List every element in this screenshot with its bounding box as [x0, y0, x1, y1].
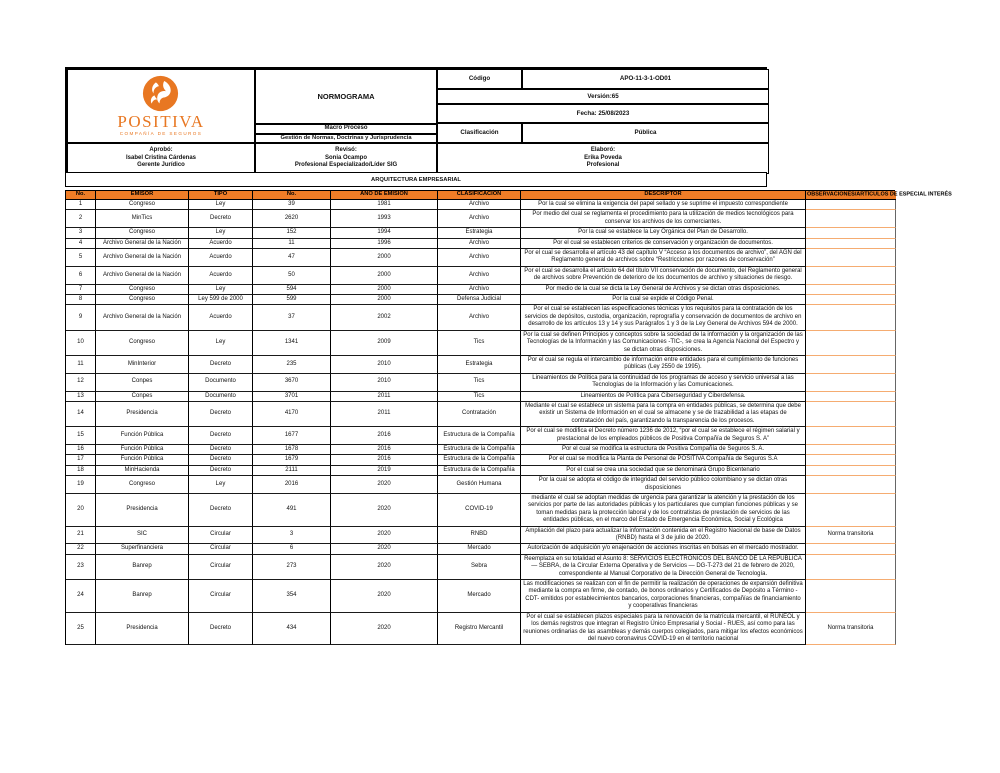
cell-descriptor: Por el cual se modifica el Decreto número 1236 de 2012, “por el cual se establece el régimen salarial y prestacional de los empleados públicos de Positiva Compañía de Seguros S. A”: [521, 427, 806, 445]
table-row: [66, 392, 895, 402]
cell-tipo: Circular: [189, 555, 253, 580]
header-tipo: TIPO: [189, 191, 253, 200]
logo-cell: [67, 69, 255, 143]
cell-clasificacion: Sebra: [438, 555, 521, 580]
cell-clasificacion: Registro Mercantil: [438, 613, 521, 646]
cell-no: 11: [66, 356, 96, 374]
table-row: [66, 555, 895, 580]
cell-tipo: Documento: [189, 374, 253, 392]
reviso-name: Sonia Ocampo: [324, 154, 367, 161]
table-row: [66, 239, 895, 249]
cell-observaciones: [806, 555, 896, 580]
cell-descriptor: Por medio del cual se reglamenta el procedimiento para la utilización de medios tecnológicos para conservar los archivos de los comerciantes.: [521, 210, 806, 228]
table-row: [66, 580, 895, 613]
cell-anio-emision: 1994: [331, 228, 438, 238]
cell-clasificacion: Mercado: [438, 580, 521, 613]
cell-clasificacion: Estructura de la Compañía: [438, 427, 521, 445]
cell-no: 15: [66, 427, 96, 445]
cell-tipo: Circular: [189, 527, 253, 545]
clasificacion-value: Pública: [522, 123, 769, 143]
cell-tipo: Decreto: [189, 455, 253, 465]
cell-clasificacion: Tics: [438, 392, 521, 402]
cell-tipo: Decreto: [189, 402, 253, 427]
cell-observaciones: [806, 249, 896, 267]
table-row: [66, 295, 895, 305]
cell-no: 17: [66, 455, 96, 465]
cell-observaciones: [806, 356, 896, 374]
cell-anio-emision: 2000: [331, 285, 438, 295]
cell-clasificacion: Tics: [438, 374, 521, 392]
cell-observaciones: [806, 210, 896, 228]
cell-clasificacion: Archivo: [438, 267, 521, 285]
cell-descriptor: Por el cual se modifica la Planta de Personal de POSITIVA Compañía de Seguros S.A: [521, 455, 806, 465]
cell-numero: 3701: [253, 392, 331, 402]
reviso-label: Revisó:: [335, 147, 357, 154]
elaboro-name: Erika Poveda: [584, 154, 622, 161]
cell-tipo: Decreto: [189, 494, 253, 527]
cell-observaciones: [806, 295, 896, 305]
cell-clasificacion: Estrategia: [438, 356, 521, 374]
cell-clasificacion: Estructura de la Compañía: [438, 445, 521, 455]
positiva-swirl-icon: [142, 75, 179, 112]
cell-observaciones: Norma transitoria: [806, 527, 896, 545]
cell-descriptor: Por el cual se establecen criterios de conservación y organización de documentos.: [521, 239, 806, 249]
cell-observaciones: [806, 200, 896, 210]
macro-proceso-label: Macro Proceso: [255, 124, 437, 134]
cell-clasificacion: Defensa Judicial: [438, 295, 521, 305]
cell-no: 21: [66, 527, 96, 545]
cell-clasificacion: Estrategia: [438, 228, 521, 238]
header-observaciones-text: OBSERVACIONES/ARTÍCULOS DE ESPECIAL INTERÉS: [807, 191, 952, 198]
cell-no: 23: [66, 555, 96, 580]
cell-emisor: Conpes: [96, 374, 189, 392]
cell-no: 19: [66, 476, 96, 494]
cell-no: 1: [66, 200, 96, 210]
cell-tipo: Ley: [189, 200, 253, 210]
cell-clasificacion: Archivo: [438, 285, 521, 295]
table-row: [66, 445, 895, 455]
aprobo-role: Gerente Jurídico: [137, 162, 185, 169]
cell-descriptor: Por la cual se expide el Código Penal.: [521, 295, 806, 305]
cell-emisor: SIC: [96, 527, 189, 545]
cell-no: 2: [66, 210, 96, 228]
cell-numero: 4170: [253, 402, 331, 427]
cell-anio-emision: 2020: [331, 476, 438, 494]
cell-observaciones: [806, 427, 896, 445]
cell-numero: 2111: [253, 466, 331, 476]
cell-descriptor: Por el cual se crea una sociedad que se denominará Grupo Bicentenario: [521, 466, 806, 476]
cell-numero: 50: [253, 267, 331, 285]
cell-numero: 594: [253, 285, 331, 295]
cell-no: 8: [66, 295, 96, 305]
cell-tipo: Acuerdo: [189, 239, 253, 249]
cell-clasificacion: Archivo: [438, 249, 521, 267]
cell-no: 9: [66, 305, 96, 330]
cell-numero: 1678: [253, 445, 331, 455]
table-row: [66, 356, 895, 374]
cell-tipo: Documento: [189, 392, 253, 402]
header-no: No.: [66, 191, 96, 200]
cell-descriptor: Por la cual se establece la Ley Orgánica del Plan de Desarrollo.: [521, 228, 806, 238]
cell-anio-emision: 2020: [331, 527, 438, 545]
cell-tipo: Decreto: [189, 427, 253, 445]
cell-tipo: Ley: [189, 476, 253, 494]
cell-observaciones: [806, 445, 896, 455]
cell-tipo: Decreto: [189, 210, 253, 228]
table-row: [66, 374, 895, 392]
cell-numero: 3: [253, 527, 331, 545]
cell-no: 14: [66, 402, 96, 427]
cell-anio-emision: 2020: [331, 544, 438, 554]
cell-observaciones: [806, 476, 896, 494]
cell-anio-emision: 2000: [331, 267, 438, 285]
cell-clasificacion: COVID-19: [438, 494, 521, 527]
table-row: [66, 267, 895, 285]
cell-observaciones: [806, 580, 896, 613]
cell-descriptor: Por el cual se modifica la estructura de Positiva Compañía de Seguros S. A.: [521, 445, 806, 455]
cell-clasificacion: Gestión Humana: [438, 476, 521, 494]
cell-tipo: Ley 599 de 2000: [189, 295, 253, 305]
cell-clasificacion: Estructura de la Compañía: [438, 455, 521, 465]
cell-observaciones: [806, 228, 896, 238]
normogram-table-body: [66, 200, 895, 645]
cell-emisor: Congreso: [96, 200, 189, 210]
cell-anio-emision: 1993: [331, 210, 438, 228]
cell-descriptor: Mediante el cual se establece un sistema para la compra en entidades públicas, se determina que debe existir un Sistema de Información en el cual se almacene y se de trazabilidad a las etapas de contratación del país, garantizando la transparencia de los procesos.: [521, 402, 806, 427]
cell-numero: 354: [253, 580, 331, 613]
cell-emisor: Archivo General de la Nación: [96, 249, 189, 267]
cell-tipo: Circular: [189, 580, 253, 613]
cell-no: 20: [66, 494, 96, 527]
header-clasificacion: CLASIFICACIÓN: [438, 191, 521, 200]
cell-emisor: MinInterior: [96, 356, 189, 374]
cell-anio-emision: 2016: [331, 427, 438, 445]
table-row: [66, 402, 895, 427]
table-header-row: [66, 190, 952, 200]
cell-numero: 491: [253, 494, 331, 527]
cell-emisor: Congreso: [96, 295, 189, 305]
cell-observaciones: [806, 374, 896, 392]
table-row: [66, 427, 895, 445]
cell-descriptor: Lineamientos de Política para Ciberseguridad y Ciberdefensa.: [521, 392, 806, 402]
aprobo-name: Isabel Cristina Cárdenas: [125, 154, 197, 161]
cell-clasificacion: Archivo: [438, 305, 521, 330]
cell-numero: 2620: [253, 210, 331, 228]
cell-emisor: Archivo General de la Nación: [96, 267, 189, 285]
cell-clasificacion: RNBD: [438, 527, 521, 545]
cell-numero: 599: [253, 295, 331, 305]
cell-emisor: Presidencia: [96, 402, 189, 427]
cell-clasificacion: Estructura de la Compañía: [438, 466, 521, 476]
clasificacion-label: Clasificación: [437, 123, 522, 143]
macro-proceso-value: Gestión de Normas, Doctrinas y Jurisprudencia: [255, 134, 437, 143]
cell-anio-emision: 2020: [331, 494, 438, 527]
reviso-cell: [255, 143, 437, 174]
cell-anio-emision: 2010: [331, 374, 438, 392]
header-emisor: EMISOR: [96, 191, 189, 200]
cell-tipo: Decreto: [189, 466, 253, 476]
cell-descriptor: Por medio de la cual se dicta la Ley General de Archivos y se dictan otras disposiciones.: [521, 285, 806, 295]
cell-emisor: Conpes: [96, 392, 189, 402]
cell-anio-emision: 2020: [331, 613, 438, 646]
cell-descriptor: Por el cual se desarrolla el artículo 43 del capítulo V “Acceso a los documentos de archivo”, del AGN del Reglamento general de archivos sobre “Restricciones por razones de conservación”: [521, 249, 806, 267]
cell-no: 10: [66, 331, 96, 356]
cell-no: 4: [66, 239, 96, 249]
cell-numero: 37: [253, 305, 331, 330]
cell-no: 18: [66, 466, 96, 476]
cell-numero: 47: [253, 249, 331, 267]
cell-emisor: MinHacienda: [96, 466, 189, 476]
cell-tipo: Decreto: [189, 356, 253, 374]
table-row: [66, 200, 895, 210]
cell-anio-emision: 2002: [331, 305, 438, 330]
cell-clasificacion: Mercado: [438, 544, 521, 554]
cell-observaciones: [806, 455, 896, 465]
cell-numero: 6: [253, 544, 331, 554]
cell-anio-emision: 1996: [331, 239, 438, 249]
document-header-block: [65, 67, 767, 172]
table-row: [66, 305, 895, 330]
cell-tipo: Acuerdo: [189, 305, 253, 330]
cell-no: 24: [66, 580, 96, 613]
cell-observaciones: Norma transitoria: [806, 613, 896, 646]
cell-emisor: Superfinanciera: [96, 544, 189, 554]
cell-observaciones: [806, 267, 896, 285]
cell-no: 22: [66, 544, 96, 554]
cell-no: 3: [66, 228, 96, 238]
table-row: [66, 494, 895, 527]
cell-numero: 11: [253, 239, 331, 249]
cell-anio-emision: 2020: [331, 555, 438, 580]
table-row: [66, 210, 895, 228]
cell-numero: 2016: [253, 476, 331, 494]
cell-emisor: Congreso: [96, 476, 189, 494]
cell-anio-emision: 2016: [331, 445, 438, 455]
brand-tagline: COMPAÑÍA DE SEGUROS: [119, 131, 203, 137]
cell-descriptor: Por el cual se regula el intercambio de información entre entidades para el cumplimiento de funciones públicas (Ley 2550 de 1995).: [521, 356, 806, 374]
cell-tipo: Acuerdo: [189, 249, 253, 267]
cell-descriptor: Por la cual se elimina la exigencia del papel sellado y se suprime el impuesto correspondiente: [521, 200, 806, 210]
document-title: NORMOGRAMA: [255, 69, 437, 124]
aprobo-label: Aprobó:: [149, 147, 173, 154]
table-row: [66, 331, 895, 356]
cell-numero: 39: [253, 200, 331, 210]
cell-clasificacion: Archivo: [438, 210, 521, 228]
cell-numero: 3670: [253, 374, 331, 392]
table-row: [66, 455, 895, 465]
cell-tipo: Circular: [189, 544, 253, 554]
cell-observaciones: [806, 392, 896, 402]
cell-anio-emision: 2010: [331, 356, 438, 374]
cell-observaciones: [806, 331, 896, 356]
cell-observaciones: [806, 544, 896, 554]
cell-emisor: Presidencia: [96, 613, 189, 646]
cell-emisor: Archivo General de la Nación: [96, 305, 189, 330]
normogram-table: [65, 190, 952, 645]
cell-anio-emision: 2020: [331, 580, 438, 613]
cell-no: 16: [66, 445, 96, 455]
table-row: [66, 613, 895, 646]
cell-tipo: Decreto: [189, 613, 253, 646]
header-numero: No.: [253, 191, 331, 200]
cell-anio-emision: 2019: [331, 466, 438, 476]
cell-observaciones: [806, 285, 896, 295]
cell-descriptor: Por la cual se adopta el código de integridad del servicio público colombiano y se dictan otras disposiciones: [521, 476, 806, 494]
cell-numero: 235: [253, 356, 331, 374]
cell-clasificacion: Contratación: [438, 402, 521, 427]
cell-numero: 273: [253, 555, 331, 580]
cell-tipo: Acuerdo: [189, 267, 253, 285]
brand-name: POSITIVA: [117, 112, 205, 132]
cell-observaciones: [806, 466, 896, 476]
cell-numero: 1679: [253, 455, 331, 465]
header-observaciones: [806, 191, 952, 200]
cell-emisor: Congreso: [96, 285, 189, 295]
cell-emisor: Función Pública: [96, 427, 189, 445]
cell-observaciones: [806, 402, 896, 427]
cell-clasificacion: Archivo: [438, 239, 521, 249]
cell-descriptor: Autorización de adquisición y/o enajenación de acciones inscritas en bolsas en el mercado mostrador.: [521, 544, 806, 554]
aprobo-cell: [67, 143, 255, 174]
cell-numero: 1341: [253, 331, 331, 356]
cell-emisor: Función Pública: [96, 445, 189, 455]
cell-no: 5: [66, 249, 96, 267]
cell-descriptor: Por el cual se establecen plazos especiales para la renovación de la matrícula mercantil, el RUNEOL y los demás registros que integran el Registro Único Empresarial y Social - RUES, así como para las reuniones ordinarias de las asambleas y demás cuerpos colegiados, para mitigar los efectos económicos del nuevo coronavirus COVID-19 en el territorio nacional: [521, 613, 806, 646]
elaboro-label: Elaboró:: [590, 147, 616, 154]
cell-clasificacion: Archivo: [438, 200, 521, 210]
cell-anio-emision: 2016: [331, 455, 438, 465]
cell-no: 13: [66, 392, 96, 402]
cell-descriptor: Por el cual se desarrolla el artículo 64 del título VII conservación de documento, del Reglamento general de archivos sobre Prevención de deterioro de los documentos de archivo y situaciones de riesgo.: [521, 267, 806, 285]
table-row: [66, 285, 895, 295]
cell-descriptor: Lineamientos de Política para la continuidad de los programas de acceso y servicio universal a las Tecnologías de la Información y las Comunicaciones.: [521, 374, 806, 392]
cell-descriptor: Ampliación del plazo para actualizar la información contenida en el Registro Nacional de base de Datos (RNBD) hasta el 3 de julio de 2020.: [521, 527, 806, 545]
cell-emisor: Banrep: [96, 580, 189, 613]
positiva-logo: [117, 75, 204, 137]
cell-descriptor: Por el cual se establecen las especificaciones técnicas y los requisitos para la contratación de los servicios de depósitos, custodia, organización, reprografía y conservación de documentos de archivo en desarrollo de los artículos 13 y 14 y sus Parágrafos 1 y 3 de la Ley General de Archivos 594 de 2000.: [521, 305, 806, 330]
cell-observaciones: [806, 239, 896, 249]
cell-numero: 1677: [253, 427, 331, 445]
table-row: [66, 466, 895, 476]
reviso-role: Profesional Especializado/Líder SIG: [294, 162, 398, 169]
cell-emisor: Función Pública: [96, 455, 189, 465]
codigo-label: Código: [437, 69, 522, 89]
cell-descriptor: Por la cual se definen Principios y conceptos sobre la sociedad de la información y la organización de las Tecnologías de la Información y las Comunicaciones -TIC-, se crea la Agencia Nacional del Espectro y se dictan otras disposiciones.: [521, 331, 806, 356]
cell-no: 7: [66, 285, 96, 295]
cell-no: 12: [66, 374, 96, 392]
cell-descriptor: Las modificaciones se realizan con el fin de permitir la realización de operaciones de expansión definitiva mediante la compra en firme, de contado, de bonos ordinarios y Certificados de Depósito a Término -CDT- emitidos por establecimientos bancarios, corporaciones financieras, compañías de financiamiento y cooperativas financieras: [521, 580, 806, 613]
cell-no: 25: [66, 613, 96, 646]
section-title-band: ARQUITECTURA EMPRESARIAL: [65, 172, 767, 187]
cell-no: 6: [66, 267, 96, 285]
cell-anio-emision: 1981: [331, 200, 438, 210]
cell-tipo: Decreto: [189, 445, 253, 455]
cell-emisor: Congreso: [96, 331, 189, 356]
version-value: Versión:65: [437, 89, 769, 104]
cell-emisor: Congreso: [96, 228, 189, 238]
cell-numero: 152: [253, 228, 331, 238]
fecha-value: Fecha: 25/08/2023: [437, 104, 769, 123]
cell-tipo: Ley: [189, 228, 253, 238]
table-row: [66, 249, 895, 267]
table-row: [66, 476, 895, 494]
cell-clasificacion: Tics: [438, 331, 521, 356]
cell-descriptor: mediante el cual se adoptan medidas de urgencia para garantizar la atención y la prestación de los servicios por parte de las autoridades públicas y los particulares que cumplan funciones públicas y se toman medidas para la protección laboral y de los contratistas de prestación de servicios de las entidades públicas, en el marco del Estado de Emergencia Económica, Social y Ecológica: [521, 494, 806, 527]
cell-descriptor: Reemplaza en su totalidad el Asunto 8: SERVICIOS ELECTRÓNICOS DEL BANCO DE LA REPÚBLICA — SEBRA, de la Circular Externa Operativa y de Servicios — DG-T-273 del 21 de febrero de 2020, correspondiente al Manual Corporativo de la Dirección General de Tecnología.: [521, 555, 806, 580]
cell-emisor: Presidencia: [96, 494, 189, 527]
cell-anio-emision: 2011: [331, 392, 438, 402]
cell-observaciones: [806, 494, 896, 527]
cell-anio-emision: 2009: [331, 331, 438, 356]
cell-tipo: Ley: [189, 285, 253, 295]
cell-tipo: Ley: [189, 331, 253, 356]
header-anio-emision: AÑO DE EMISIÓN: [331, 191, 438, 200]
table-row: [66, 527, 895, 545]
elaboro-cell: [437, 143, 769, 174]
table-row: [66, 544, 895, 554]
header-descriptor: DESCRIPTOR: [521, 191, 806, 200]
cell-anio-emision: 2000: [331, 249, 438, 267]
cell-emisor: MinTics: [96, 210, 189, 228]
table-row: [66, 228, 895, 238]
codigo-value: APO-11-3-1-OD01: [522, 69, 769, 89]
elaboro-role: Profesional: [586, 162, 620, 169]
cell-anio-emision: 2000: [331, 295, 438, 305]
cell-numero: 434: [253, 613, 331, 646]
cell-emisor: Banrep: [96, 555, 189, 580]
cell-emisor: Archivo General de la Nación: [96, 239, 189, 249]
cell-observaciones: [806, 305, 896, 330]
cell-anio-emision: 2011: [331, 402, 438, 427]
